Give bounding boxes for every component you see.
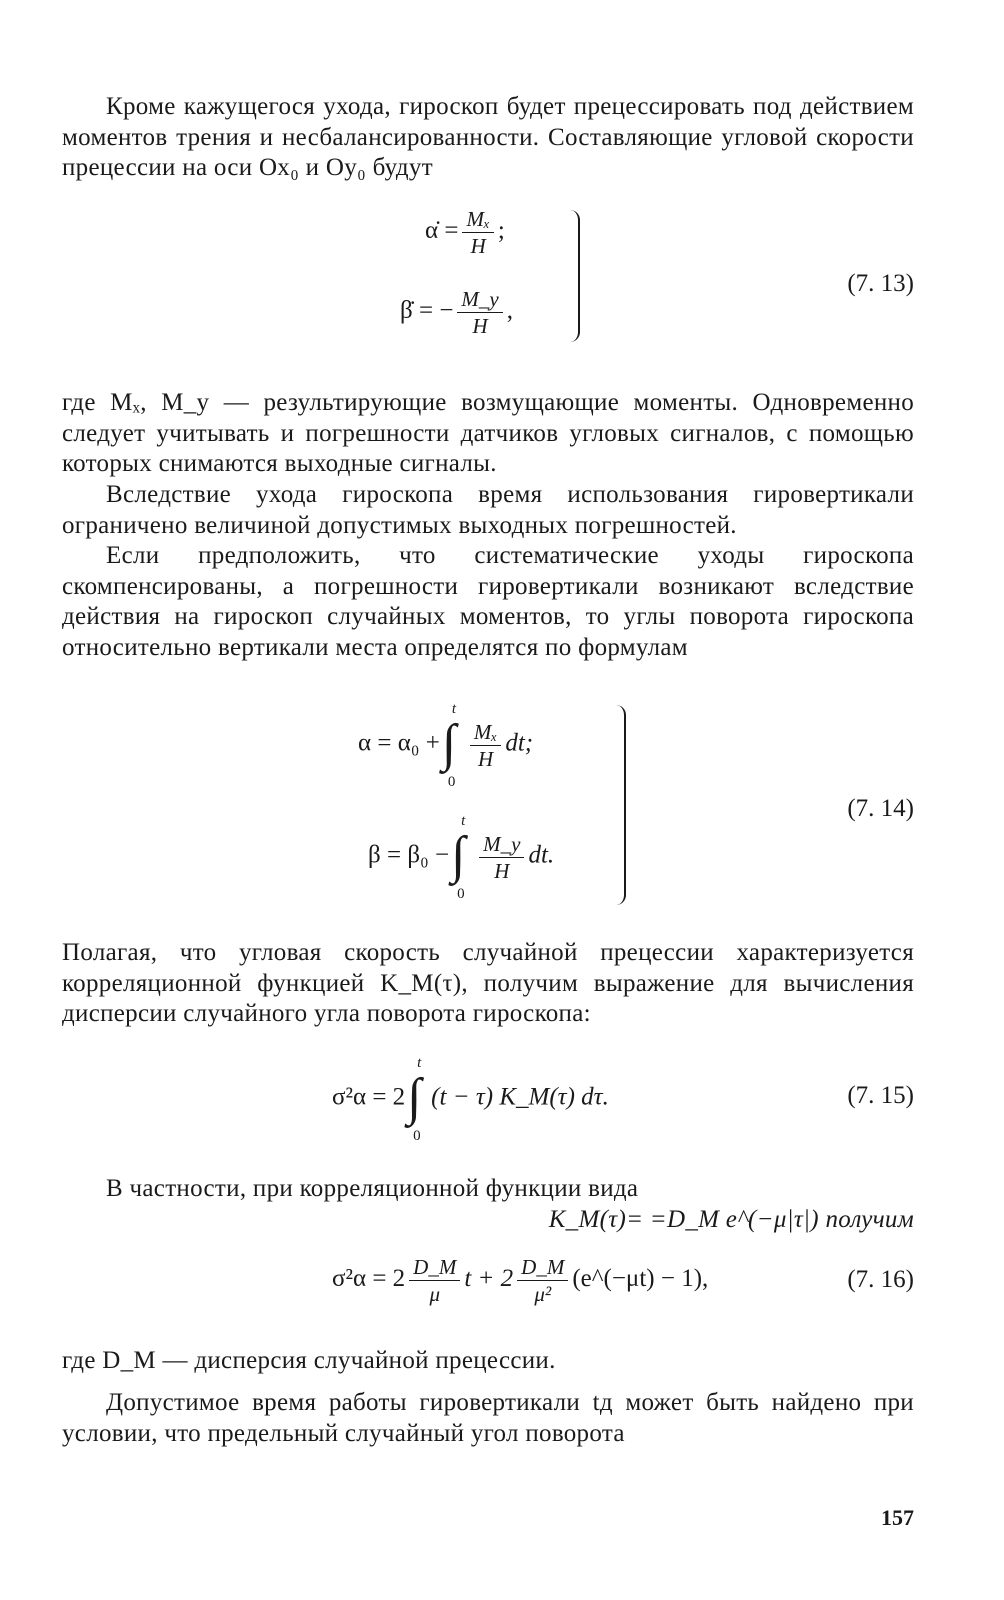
- eq-lhs: σ²α = 2: [332, 1083, 406, 1111]
- paragraph-dispersion: где D_M — дисперсия случайной прецессии.: [62, 1347, 556, 1374]
- integral-sign: ∫ t 0: [441, 701, 457, 790]
- fraction: [462, 206, 493, 259]
- equation-number: (7. 14): [847, 795, 914, 822]
- fraction-denominator: H: [478, 746, 494, 771]
- fraction: [479, 831, 524, 884]
- eq-tail: (e^(−μt) − 1),: [572, 1265, 709, 1293]
- fraction: [517, 1254, 568, 1307]
- fraction-numerator: D_M: [409, 1254, 460, 1281]
- integral-lower-limit: 0: [457, 886, 465, 902]
- equation-7-14-alpha: [358, 701, 534, 790]
- equation-number: (7. 16): [847, 1266, 914, 1293]
- integral-lower-limit: 0: [413, 1128, 421, 1144]
- eq-body: (t − τ) K_M(τ) dτ.: [431, 1083, 609, 1111]
- eq-tail: ,: [506, 297, 513, 325]
- eq-lhs: α̇ =: [425, 217, 459, 245]
- equation-7-14-beta: [368, 813, 555, 902]
- fraction-denominator: μ: [429, 1282, 441, 1306]
- fraction-denominator: H: [472, 314, 488, 338]
- fraction-denominator: μ²: [534, 1282, 552, 1306]
- eq-tail: ;: [497, 217, 505, 245]
- paragraph-text: В частности, при корреляционной функции вида: [106, 1175, 639, 1202]
- inline-formula: K_M(τ)= =D_M e^(−μ|τ|) получим: [548, 1205, 914, 1233]
- eq-tail: dt;: [505, 729, 534, 757]
- paragraph-intro: Кроме кажущегося ухода, гироскоп будет прецессировать под действием моментов трения и несбалансированности. Составляющие угловой скорости прецессии на оси Ox₀ и Oy₀ будут: [62, 93, 914, 181]
- equation-7-16: [332, 1254, 708, 1307]
- paragraph-drift: Вследствие ухода гироскопа время использования гировертикали ограничено величиной допустимых выходных погрешностей.: [62, 481, 914, 539]
- paragraph-working-time: Допустимое время работы гировертикали tд может быть найдено при условии, что предельный случайный угол поворота: [62, 1389, 914, 1447]
- system-brace: [568, 210, 580, 342]
- integral-lower-limit: 0: [447, 774, 456, 790]
- eq-lhs: σ²α = 2: [332, 1265, 406, 1293]
- system-brace: [614, 705, 626, 905]
- fraction: [457, 286, 502, 339]
- paragraph-moments: где Mₓ, M_y — результирующие возмущающие моменты. Одновременно следует учитывать и погрешности датчиков угловых сигналов, с помощью которых снимаются выходные сигналы.: [62, 389, 914, 477]
- page-number: 157: [881, 1505, 914, 1530]
- fraction-numerator: M_y: [479, 831, 524, 858]
- fraction-denominator: H: [494, 858, 510, 883]
- equation-7-13-beta: [400, 286, 513, 339]
- equation-number: (7. 13): [847, 270, 914, 297]
- fraction-numerator: D_M: [517, 1254, 568, 1281]
- integral-upper-limit: t: [417, 1055, 422, 1071]
- fraction-numerator: Mₓ: [470, 719, 501, 746]
- eq-tail: dt.: [528, 841, 555, 869]
- integral-upper-limit: t: [461, 813, 466, 829]
- fraction: [470, 719, 501, 772]
- paragraph-particular: [62, 1174, 914, 1235]
- eq-lhs: β̇ = −: [400, 297, 454, 325]
- equation-7-15: [332, 1055, 609, 1144]
- fraction: [409, 1254, 460, 1307]
- integral-upper-limit: t: [451, 701, 457, 717]
- eq-mid: t + 2: [464, 1265, 514, 1293]
- fraction-denominator: H: [470, 234, 486, 258]
- integral-sign: ∫ t 0: [451, 813, 466, 902]
- equation-7-13-alpha: [425, 206, 505, 259]
- eq-lhs: β = β₀ −: [368, 841, 450, 869]
- integral-sign: ∫ t 0: [407, 1055, 422, 1144]
- fraction-numerator: M_y: [457, 286, 502, 313]
- equation-number: (7. 15): [847, 1082, 914, 1109]
- paragraph-assumption: Если предположить, что систематические уходы гироскопа скомпенсированы, а погрешности гировертикали возникают вследствие действия на гироскоп случайных моментов, то углы поворота гироскопа относительно вертикали места определятся по формулам: [62, 542, 914, 661]
- eq-lhs: α = α₀ +: [358, 729, 440, 757]
- paragraph-correlation: Полагая, что угловая скорость случайной прецессии характеризуется корреляционной функцией K_M(τ), получим выражение для вычисления дисперсии случайного угла поворота гироскопа:: [62, 939, 914, 1027]
- fraction-numerator: Mₓ: [462, 206, 493, 233]
